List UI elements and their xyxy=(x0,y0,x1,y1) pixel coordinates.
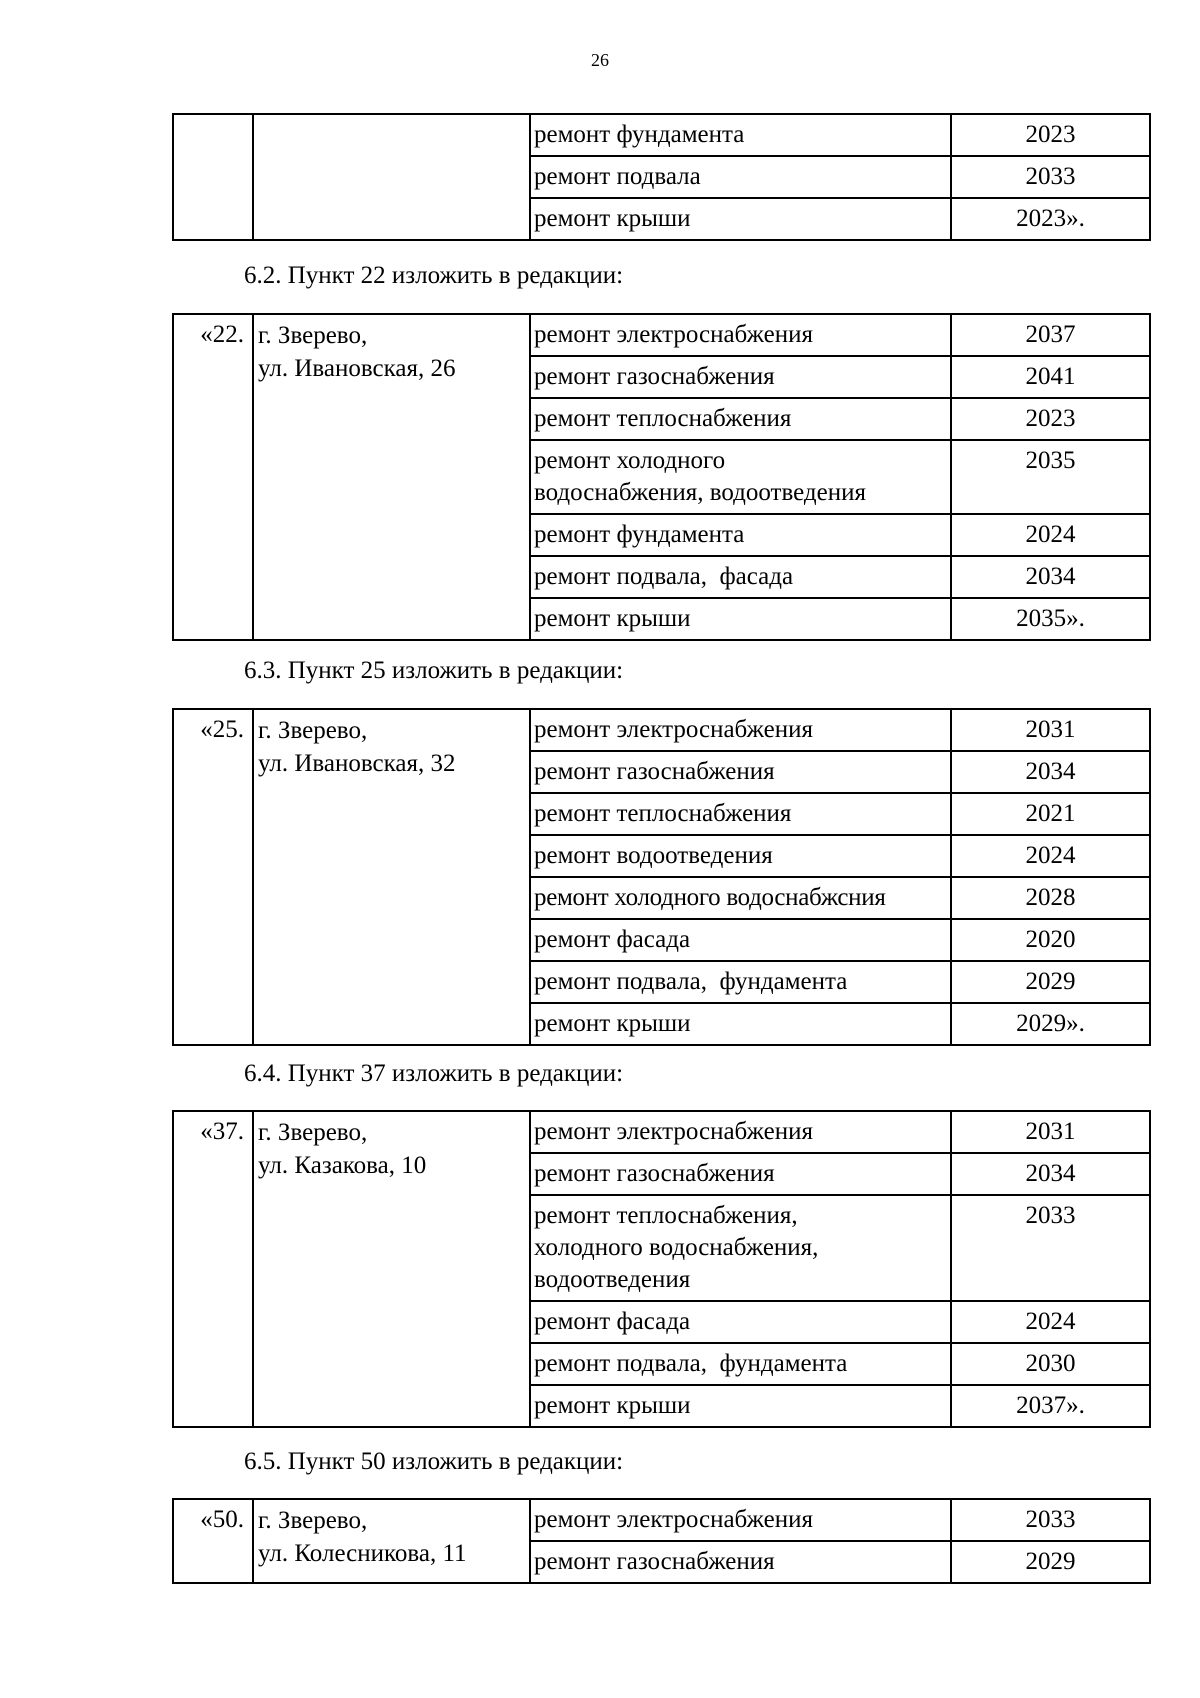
year-cell: 2034 xyxy=(951,556,1150,598)
address-cell xyxy=(253,114,530,240)
work-text: ремонт подвала, фасада xyxy=(534,563,794,590)
work-cell xyxy=(530,1343,951,1385)
work-text: ремонт холодного водоснабжения, водоотведения xyxy=(534,447,866,506)
work-text: ремонт теплоснабжения, холодного водоснабжения, водоотведения xyxy=(534,1202,819,1293)
work-text: ремонт подвала, фундамента xyxy=(534,1350,848,1377)
year-cell: 2034 xyxy=(951,1153,1150,1195)
work-cell xyxy=(530,877,951,919)
section-heading: 6.4. Пункт 37 изложить в редакции: xyxy=(244,1060,624,1087)
item-50-table xyxy=(172,1498,1151,1584)
work-cell: ремонт крыши xyxy=(530,198,951,240)
work-cell: ремонт газоснабжения xyxy=(530,751,951,793)
work-cell: ремонт водоотведения xyxy=(530,835,951,877)
year-cell: 2029». xyxy=(951,1003,1150,1045)
year-cell: 2035». xyxy=(951,598,1150,640)
year-cell: 2037 xyxy=(951,314,1150,356)
address-text: г. Зверево, ул. Казакова, 10 xyxy=(258,1119,427,1179)
year-cell: 2033 xyxy=(951,1195,1150,1301)
address-text: г. Зверево, ул. Ивановская, 32 xyxy=(258,717,456,777)
year-cell: 2031 xyxy=(951,1111,1150,1153)
section-heading: 6.5. Пункт 50 изложить в редакции: xyxy=(244,1448,624,1475)
work-cell xyxy=(530,961,951,1003)
work-cell: ремонт теплоснабжения xyxy=(530,793,951,835)
year-cell: 2029 xyxy=(951,961,1150,1003)
item-number-cell: «50. xyxy=(173,1499,253,1583)
work-cell: ремонт электроснабжения xyxy=(530,314,951,356)
table-row xyxy=(173,314,1150,356)
work-cell: ремонт газоснабжения xyxy=(530,1153,951,1195)
work-cell: ремонт крыши xyxy=(530,598,951,640)
year-cell: 2028 xyxy=(951,877,1150,919)
work-cell: ремонт фасада xyxy=(530,1301,951,1343)
work-cell: ремонт газоснабжения xyxy=(530,356,951,398)
year-cell: 2031 xyxy=(951,709,1150,751)
year-cell: 2037». xyxy=(951,1385,1150,1427)
section-heading: 6.2. Пункт 22 изложить в редакции: xyxy=(244,262,624,289)
table-row xyxy=(173,709,1150,751)
address-text: г. Зверево, ул. Ивановская, 26 xyxy=(258,322,456,382)
work-cell: ремонт фундамента xyxy=(530,514,951,556)
work-cell: ремонт фасада xyxy=(530,919,951,961)
work-cell: ремонт крыши xyxy=(530,1003,951,1045)
address-cell xyxy=(253,709,530,1045)
year-cell: 2030 xyxy=(951,1343,1150,1385)
address-cell xyxy=(253,314,530,640)
work-cell: ремонт газоснабжения xyxy=(530,1541,951,1583)
year-cell: 2024 xyxy=(951,514,1150,556)
work-cell xyxy=(530,556,951,598)
address-cell xyxy=(253,1499,530,1583)
page-number: 26 xyxy=(591,50,609,70)
item-25-table xyxy=(172,708,1151,1046)
year-cell: 2041 xyxy=(951,356,1150,398)
address-text: г. Зверево, ул. Колесникова, 11 xyxy=(258,1507,467,1567)
year-cell: 2023». xyxy=(951,198,1150,240)
item-number-cell: «22. xyxy=(173,314,253,640)
work-cell: ремонт крыши xyxy=(530,1385,951,1427)
address-cell xyxy=(253,1111,530,1427)
work-text: ремонт холодного водоснабжсния xyxy=(534,884,886,911)
year-cell: 2024 xyxy=(951,835,1150,877)
table-row xyxy=(173,1499,1150,1541)
work-cell: ремонт подвала xyxy=(530,156,951,198)
year-cell: 2023 xyxy=(951,114,1150,156)
year-cell: 2020 xyxy=(951,919,1150,961)
year-cell: 2024 xyxy=(951,1301,1150,1343)
continued-table xyxy=(172,113,1151,241)
section-heading: 6.3. Пункт 25 изложить в редакции: xyxy=(244,657,624,684)
work-cell xyxy=(530,440,951,514)
work-cell: ремонт электроснабжения xyxy=(530,709,951,751)
item-number-cell: «25. xyxy=(173,709,253,1045)
year-cell: 2033 xyxy=(951,156,1150,198)
work-cell: ремонт фундамента xyxy=(530,114,951,156)
item-number-cell xyxy=(173,114,253,240)
year-cell: 2034 xyxy=(951,751,1150,793)
work-cell: ремонт электроснабжения xyxy=(530,1111,951,1153)
table-row xyxy=(173,114,1150,156)
table-row xyxy=(173,1111,1150,1153)
year-cell: 2021 xyxy=(951,793,1150,835)
year-cell: 2035 xyxy=(951,440,1150,514)
item-22-table xyxy=(172,313,1151,641)
year-cell: 2029 xyxy=(951,1541,1150,1583)
work-cell: ремонт электроснабжения xyxy=(530,1499,951,1541)
work-cell: ремонт теплоснабжения xyxy=(530,398,951,440)
work-cell xyxy=(530,1195,951,1301)
year-cell: 2023 xyxy=(951,398,1150,440)
year-cell: 2033 xyxy=(951,1499,1150,1541)
work-text: ремонт подвала, фундамента xyxy=(534,968,848,995)
item-37-table xyxy=(172,1110,1151,1428)
item-number-cell: «37. xyxy=(173,1111,253,1427)
